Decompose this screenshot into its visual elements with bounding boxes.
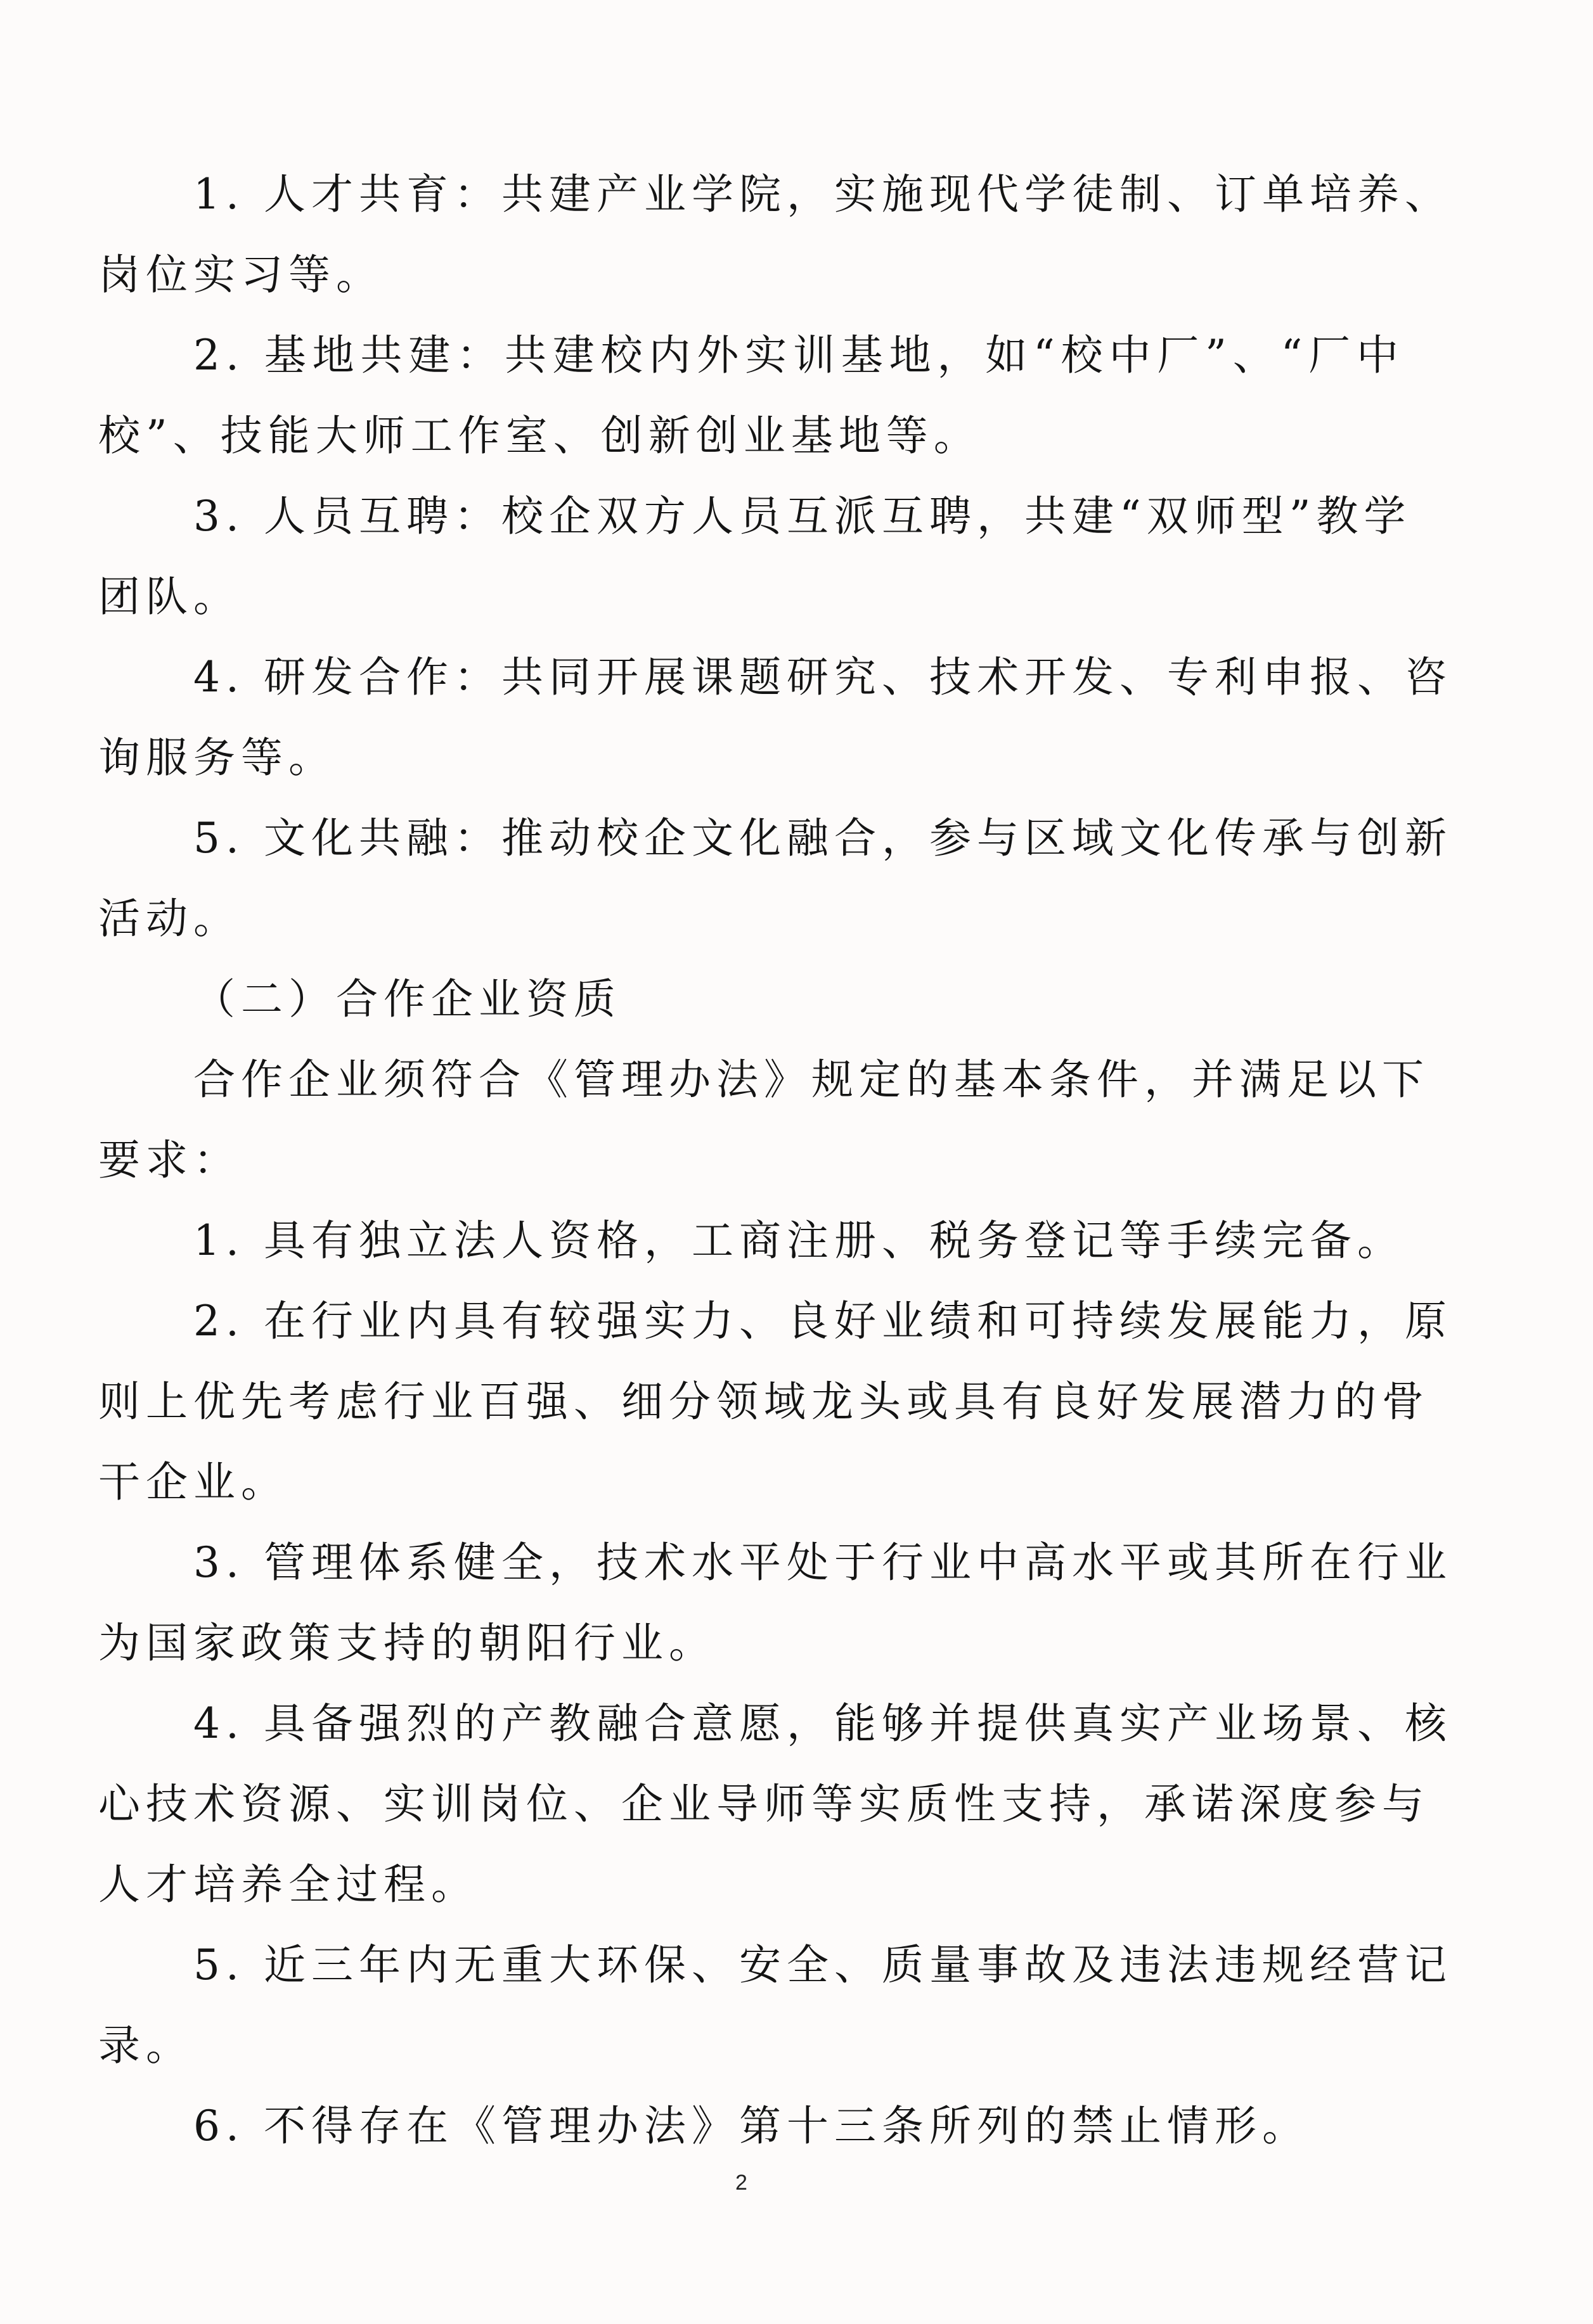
qualification-item-4-line-1: 4. 具备强烈的产教融合意愿，能够并提供真实产业场景、核: [193, 1699, 1452, 1748]
cooperation-item-5-line-1: 5. 文化共融：推动校企文化融合，参与区域文化传承与创新: [193, 814, 1452, 863]
cooperation-item-3-line-1: 3. 人员互聘：校企双方人员互派互聘，共建“双师型”教学: [193, 492, 1412, 541]
qualification-item-2-line-2: 则上优先考虑行业百强、细分领域龙头或具有良好发展潜力的骨: [98, 1377, 1429, 1426]
qualification-item-2-line-1: 2. 在行业内具有较强实力、良好业绩和可持续发展能力，原: [193, 1297, 1452, 1345]
qualification-item-4-line-3: 人才培养全过程。: [98, 1860, 479, 1909]
cooperation-item-1-line-2: 岗位实习等。: [98, 250, 384, 299]
qualification-item-4-line-2: 心技术资源、实训岗位、企业导师等实质性支持，承诺深度参与: [98, 1780, 1429, 1828]
cooperation-item-1-line-1: 1. 人才共育：共建产业学院，实施现代学徒制、订单培养、: [193, 170, 1452, 219]
cooperation-item-4-line-1: 4. 研发合作：共同开展课题研究、技术开发、专利申报、咨: [193, 653, 1452, 702]
cooperation-item-2-line-1: 2. 基地共建：共建校内外实训基地，如“校中厂”、“厂中: [193, 331, 1404, 380]
section-heading-qualifications: （二）合作企业资质: [193, 975, 621, 1024]
cooperation-item-5-line-2: 活动。: [98, 894, 241, 943]
qualification-item-2-line-3: 干企业。: [98, 1458, 288, 1506]
qualification-item-1: 1. 具有独立法人资格，工商注册、税务登记等手续完备。: [193, 1216, 1405, 1265]
qualification-item-6: 6. 不得存在《管理办法》第十三条所列的禁止情形。: [193, 2102, 1310, 2150]
qualifications-intro-line-2: 要求：: [98, 1136, 241, 1184]
qualification-item-5-line-2: 录。: [98, 2021, 193, 2070]
qualification-item-3-line-2: 为国家政策支持的朝阳行业。: [98, 1619, 716, 1667]
qualifications-intro-line-1: 合作企业须符合《管理办法》规定的基本条件，并满足以下: [193, 1055, 1429, 1104]
cooperation-item-4-line-2: 询服务等。: [98, 733, 336, 782]
cooperation-item-3-line-2: 团队。: [98, 572, 241, 621]
qualification-item-3-line-1: 3. 管理体系健全，技术水平处于行业中高水平或其所在行业: [193, 1538, 1452, 1587]
cooperation-item-2-line-2: 校”、技能大师工作室、创新创业基地等。: [98, 411, 981, 460]
page-number: 2: [735, 2171, 747, 2195]
qualification-item-5-line-1: 5. 近三年内无重大环保、安全、质量事故及违法违规经营记: [193, 1941, 1452, 1989]
